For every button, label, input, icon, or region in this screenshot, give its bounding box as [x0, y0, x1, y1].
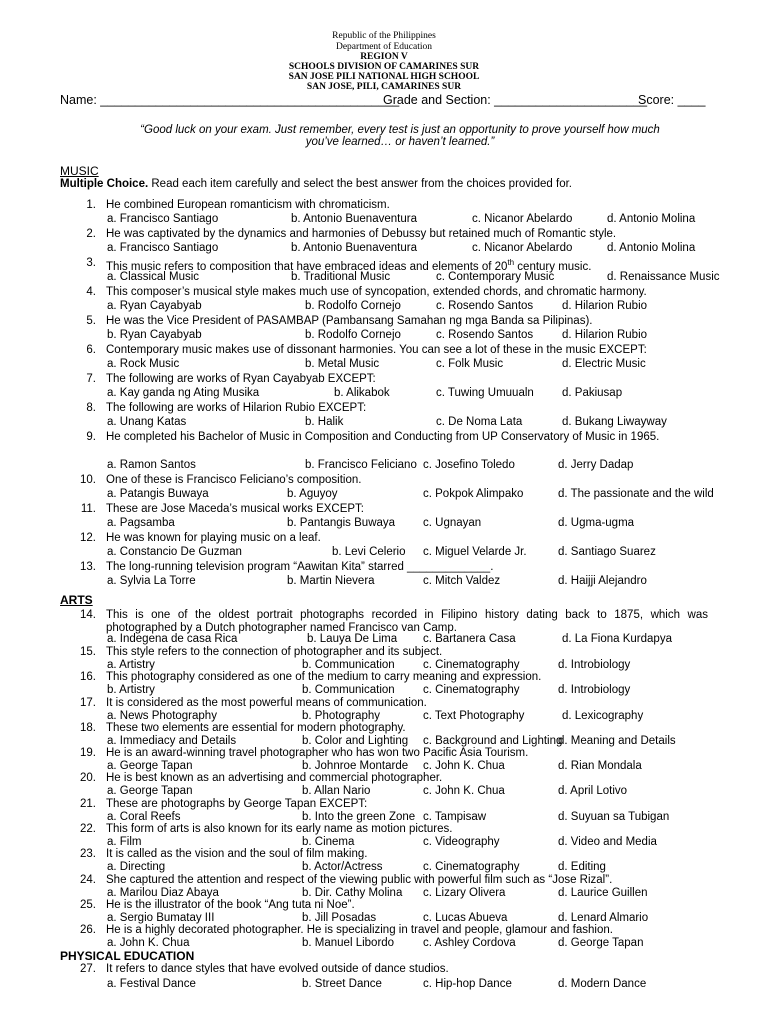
- question-text-main: He was known for playing music on a leaf.: [106, 532, 321, 544]
- question-number: 17.: [80, 697, 96, 709]
- option-b[interactable]: b. Street Dance: [302, 978, 382, 990]
- option-b[interactable]: b. Allan Nario: [302, 785, 371, 797]
- option-c[interactable]: c. Folk Music: [436, 358, 504, 370]
- option-b[interactable]: b. Francisco Feliciano: [305, 459, 417, 471]
- option-a[interactable]: a. Unang Katas: [107, 416, 187, 428]
- option-c[interactable]: c. Bartanera Casa: [423, 633, 516, 645]
- quote-line-2: you’ve learned… or haven’t learned.”: [305, 136, 495, 148]
- option-c[interactable]: c. Miguel Velarde Jr.: [423, 546, 527, 558]
- question-text: [106, 848, 708, 861]
- option-c[interactable]: c. Josefino Toledo: [423, 459, 515, 471]
- quote-line-1: “Good luck on your exam. Just remember, every test is just an opportunity to prove yourself how much: [140, 124, 660, 136]
- option-d[interactable]: d. George Tapan: [558, 937, 644, 949]
- question-text: [106, 431, 708, 444]
- question-number: 19.: [80, 747, 96, 759]
- option-d[interactable]: d. Introbiology: [558, 659, 631, 671]
- option-c[interactable]: c. Background and Lighting: [423, 735, 563, 747]
- question-text-main: This music refers to composition that have embraced ideas and elements of 20: [106, 260, 508, 273]
- option-d[interactable]: d. Rian Mondala: [558, 760, 642, 772]
- option-c[interactable]: c. Rosendo Santos: [436, 329, 534, 341]
- option-a[interactable]: a. Film: [107, 836, 142, 848]
- question-number: 22.: [80, 823, 96, 835]
- question-text-main: The following are works of Ryan Cayabyab EXCEPT:: [106, 373, 376, 385]
- option-a[interactable]: a. Constancio De Guzman: [107, 546, 242, 558]
- option-c[interactable]: c. Nicanor Abelardo: [472, 242, 573, 254]
- option-a[interactable]: a. Ramon Santos: [107, 459, 196, 471]
- option-b[interactable]: b. Antonio Buenaventura: [291, 242, 417, 254]
- option-d[interactable]: d. Pakiusap: [562, 387, 623, 399]
- option-d[interactable]: d. Antonio Molina: [607, 242, 696, 254]
- option-c[interactable]: c. Pokpok Alimpako: [423, 488, 524, 500]
- option-c[interactable]: c. Rosendo Santos: [436, 300, 534, 312]
- option-a[interactable]: a. Sylvia La Torre: [107, 575, 196, 587]
- option-c[interactable]: c. Lucas Abueva: [423, 912, 508, 924]
- option-c[interactable]: c. Mitch Valdez: [423, 575, 501, 587]
- option-c[interactable]: c. Cinematography: [423, 861, 520, 873]
- question-text: [106, 722, 708, 735]
- option-b[interactable]: b. Color and Lighting: [302, 735, 409, 747]
- question-text: [106, 199, 708, 212]
- question-text-main: He is a highly decorated photographer. He is specializing in travel and people, glamour and fashion.: [106, 924, 613, 936]
- question-number: 27.: [80, 963, 96, 975]
- header-school: SAN JOSE PILI NATIONAL HIGH SCHOOL: [288, 72, 480, 82]
- option-c[interactable]: c. Cinematography: [423, 659, 520, 671]
- option-b[interactable]: b. Rodolfo Cornejo: [305, 329, 401, 341]
- student-info-row: [60, 93, 710, 107]
- option-b[interactable]: b. Levi Celerio: [332, 546, 406, 558]
- grade-section-field[interactable]: Grade and Section: ______________________: [383, 93, 648, 107]
- option-d[interactable]: d. Meaning and Details: [558, 735, 676, 747]
- option-b[interactable]: b. Photography: [302, 710, 381, 722]
- question-text-main: It is called as the vision and the soul of film making.: [106, 848, 368, 860]
- question-text-main: These are photographs by George Tapan EXCEPT:: [106, 798, 368, 810]
- section-title-pe: PHYSICAL EDUCATION: [60, 949, 195, 963]
- question-number: 2.: [86, 228, 96, 240]
- question-text-main: These two elements are essential for modern photography.: [106, 722, 406, 734]
- option-c[interactable]: c. Ashley Cordova: [423, 937, 516, 949]
- option-a[interactable]: a. Ryan Cayabyab: [107, 300, 202, 312]
- option-c[interactable]: c. Tampisaw: [423, 811, 487, 823]
- question-number: 14.: [80, 609, 96, 621]
- question-text: [106, 823, 708, 836]
- question-text: [106, 924, 708, 937]
- option-c[interactable]: c. Hip-hop Dance: [423, 978, 512, 990]
- option-a[interactable]: a. News Photography: [107, 710, 217, 722]
- question-number: 1.: [86, 199, 96, 211]
- option-d[interactable]: d. Editing: [558, 861, 606, 873]
- question-text-main: He was captivated by the dynamics and harmonies of Debussy but retained much of Romantic style.: [106, 228, 617, 240]
- option-a[interactable]: a. Francisco Santiago: [107, 213, 219, 225]
- option-d[interactable]: d. Hilarion Rubio: [562, 329, 648, 341]
- option-a[interactable]: a. Rock Music: [107, 358, 180, 370]
- option-b[interactable]: b. Martin Nievera: [287, 575, 375, 587]
- question-text-superscript: th: [507, 258, 515, 267]
- option-b[interactable]: b. Antonio Buenaventura: [291, 213, 417, 225]
- option-b[interactable]: b. Metal Music: [305, 358, 380, 370]
- question-text: [106, 286, 708, 299]
- question-text-tail: century music.: [514, 260, 592, 273]
- question-text: [106, 373, 708, 386]
- question-text: [106, 899, 708, 912]
- question-text: [106, 963, 708, 976]
- question-number: 5.: [86, 315, 96, 327]
- question-number: 25.: [80, 899, 96, 911]
- question-text-main: One of these is Francisco Feliciano’s composition.: [106, 474, 362, 486]
- option-b[interactable]: b. Actor/Actress: [302, 861, 383, 873]
- option-b[interactable]: b. Communication: [302, 659, 395, 671]
- option-a[interactable]: a. Festival Dance: [107, 978, 196, 990]
- option-d[interactable]: d. Jerry Dadap: [558, 459, 634, 471]
- question-text: [106, 228, 708, 241]
- question-text-main: These are Jose Maceda’s musical works EXCEPT:: [106, 503, 364, 515]
- option-a[interactable]: a. George Tapan: [107, 760, 193, 772]
- option-b[interactable]: b. Aguyoy: [287, 488, 338, 500]
- question-text-main: He was the Vice President of PASAMBAP (Pambansang Samahan ng mga Banda sa Pilipinas).: [106, 315, 593, 327]
- question-text: [106, 609, 708, 634]
- question-text: [106, 747, 708, 760]
- question-text-main: It is considered as the most powerful means of communication.: [106, 697, 427, 709]
- option-a[interactable]: a. Sergio Bumatay III: [107, 912, 215, 924]
- option-b[interactable]: b. Into the green Zone: [302, 811, 416, 823]
- question-number: 20.: [80, 772, 96, 784]
- header-deped: Department of Education: [335, 42, 433, 52]
- option-c[interactable]: c. John K. Chua: [423, 785, 505, 797]
- option-c[interactable]: c. Text Photography: [423, 710, 525, 722]
- question-text-main: This composer’s musical style makes much use of syncopation, extended chords, and chromatic harmony.: [106, 286, 647, 298]
- instructions-text: Read each item carefully and select the best answer from the choices provided for.: [148, 178, 572, 190]
- option-b[interactable]: b. Johnroe Montarde: [302, 760, 409, 772]
- option-b[interactable]: b. Lauya De Lima: [307, 633, 398, 645]
- option-a[interactable]: a. Indegena de casa Rica: [107, 633, 238, 645]
- option-a[interactable]: a. George Tapan: [107, 785, 193, 797]
- option-d[interactable]: d. Modern Dance: [558, 978, 647, 990]
- question-number: 13.: [80, 561, 96, 573]
- option-c[interactable]: c. John K. Chua: [423, 760, 505, 772]
- instructions-label: Multiple Choice.: [60, 178, 149, 190]
- score-field[interactable]: Score: ____: [638, 93, 706, 107]
- question-text: [106, 798, 708, 811]
- question-text: [106, 697, 708, 710]
- question-number: 3.: [86, 257, 96, 269]
- question-text-main: The following are works of Hilarion Rubio EXCEPT:: [106, 402, 367, 414]
- question-text-main: This form of arts is also known for its early name as motion pictures.: [106, 823, 453, 835]
- option-d[interactable]: d. Hilarion Rubio: [562, 300, 648, 312]
- name-field[interactable]: Name: ___________________________________________: [60, 93, 400, 107]
- question-number: 16.: [80, 671, 96, 683]
- option-b[interactable]: b. Manuel Libordo: [302, 937, 395, 949]
- question-number: 6.: [86, 344, 96, 356]
- option-d[interactable]: d. Haijji Alejandro: [558, 575, 647, 587]
- question-number: 10.: [80, 474, 96, 486]
- option-a[interactable]: a. Directing: [107, 861, 166, 873]
- option-d[interactable]: d. April Lotivo: [558, 785, 628, 797]
- header-republic: Republic of the Philippines: [332, 31, 436, 41]
- option-c[interactable]: c. Nicanor Abelardo: [472, 213, 573, 225]
- question-text: [106, 561, 708, 574]
- question-text-main: It refers to dance styles that have evolved outside of dance studios.: [106, 963, 449, 975]
- question-text: [106, 874, 708, 887]
- option-d[interactable]: d. Antonio Molina: [607, 213, 696, 225]
- question-number: 11.: [80, 503, 96, 515]
- option-d[interactable]: d. Bukang Liwayway: [562, 416, 667, 428]
- question-number: 9.: [86, 431, 96, 443]
- option-a[interactable]: b. Ryan Cayabyab: [107, 329, 202, 341]
- question-text: [106, 474, 708, 487]
- option-b[interactable]: b. Traditional Music: [291, 271, 391, 283]
- option-a[interactable]: a. Artistry: [107, 659, 155, 671]
- question-text-main: He is an award-winning travel photographer who has won two Pacific Asia Tourism.: [106, 747, 529, 759]
- option-c[interactable]: c. Contemporary Music: [436, 271, 555, 283]
- option-c[interactable]: c. Videography: [423, 836, 500, 848]
- question-text: [106, 315, 708, 328]
- option-b[interactable]: b. Halik: [305, 416, 344, 428]
- option-d[interactable]: d. Suyuan sa Tubigan: [558, 811, 670, 823]
- question-text: [106, 532, 708, 545]
- option-d[interactable]: d. The passionate and the wild: [558, 488, 714, 500]
- question-number: 15.: [80, 646, 96, 658]
- option-d[interactable]: d. La Fiona Kurdapya: [562, 633, 672, 645]
- option-d[interactable]: d. Video and Media: [558, 836, 657, 848]
- question-text-main: She captured the attention and respect of the viewing public with powerful film such as “Jose Rizal”.: [106, 874, 613, 886]
- option-b[interactable]: b. Alikabok: [334, 387, 390, 399]
- option-c[interactable]: c. Cinematography: [423, 684, 520, 696]
- option-d[interactable]: d. Laurice Guillen: [558, 887, 648, 899]
- option-a[interactable]: a. Pagsamba: [107, 517, 175, 529]
- question-text: [106, 503, 708, 516]
- question-number: 21.: [80, 798, 96, 810]
- option-b[interactable]: b. Pantangis Buwaya: [287, 517, 396, 529]
- question-number: 26.: [80, 924, 96, 936]
- option-b[interactable]: b. Communication: [302, 684, 395, 696]
- question-text-main: This is one of the oldest portrait photographs recorded in Filipino history dating back to 1875, which was photographed by a Dutch photographer named Francisco van Camp.: [106, 609, 708, 634]
- question-text: [106, 772, 708, 785]
- option-d[interactable]: d. Renaissance Music: [607, 271, 720, 283]
- option-a[interactable]: a. Marilou Diaz Abaya: [107, 887, 219, 899]
- section-title-arts: ARTS: [60, 593, 93, 607]
- option-c[interactable]: c. Lizary Olivera: [423, 887, 506, 899]
- question-text: [106, 402, 708, 415]
- option-d[interactable]: d. Introbiology: [558, 684, 631, 696]
- question-text: [106, 671, 708, 684]
- question-text-main: This style refers to the connection of photographer and its subject.: [106, 646, 443, 658]
- option-b[interactable]: b. Rodolfo Cornejo: [305, 300, 401, 312]
- question-text-main: He is the illustrator of the book “Ang tuta ni Noe”.: [106, 899, 355, 911]
- option-d[interactable]: d. Lenard Almario: [558, 912, 649, 924]
- header-division: SCHOOLS DIVISION OF CAMARINES SUR: [288, 62, 480, 72]
- question-number: 18.: [80, 722, 96, 734]
- header-address: SAN JOSE, PILI, CAMARINES SUR: [306, 82, 462, 92]
- option-a[interactable]: a. Francisco Santiago: [107, 242, 219, 254]
- option-a[interactable]: a. Kay ganda ng Ating Musika: [107, 387, 260, 399]
- question-number: 7.: [86, 373, 96, 385]
- question-text-main: The long-running television program “Aawitan Kita” starred _____________.: [106, 561, 494, 573]
- section-title-music: MUSIC: [60, 164, 99, 178]
- option-a[interactable]: a. Coral Reefs: [107, 811, 181, 823]
- option-b[interactable]: b. Dir. Cathy Molina: [302, 887, 403, 899]
- option-c[interactable]: c. Tuwing Umuualn: [436, 387, 534, 399]
- option-b[interactable]: b. Jill Posadas: [302, 912, 377, 924]
- option-d[interactable]: d. Lexicography: [562, 710, 644, 722]
- question-number: 24.: [80, 874, 96, 886]
- question-text: [106, 646, 708, 659]
- question-number: 23.: [80, 848, 96, 860]
- option-d[interactable]: d. Electric Music: [562, 358, 646, 370]
- question-number: 12.: [80, 532, 96, 544]
- option-c[interactable]: c. De Noma Lata: [436, 416, 523, 428]
- option-b[interactable]: b. Cinema: [302, 836, 355, 848]
- question-text-main: He combined European romanticism with chromaticism.: [106, 199, 390, 211]
- question-text-main: This photography considered as one of the medium to carry meaning and expression.: [106, 671, 542, 683]
- question-text-main: He completed his Bachelor of Music in Composition and Conducting from UP Conservatory of Music in 1965.: [106, 431, 660, 443]
- header-region: REGION V: [360, 52, 408, 62]
- option-a[interactable]: a. Immediacy and Details: [107, 735, 237, 747]
- question-text: [106, 344, 708, 357]
- option-d[interactable]: d. Ugma-ugma: [558, 517, 635, 529]
- question-text-main: Contemporary music makes use of dissonant harmonies. You can see a lot of these in the music EXCEPT:: [106, 344, 647, 356]
- option-c[interactable]: c. Ugnayan: [423, 517, 482, 529]
- instructions: [60, 178, 572, 190]
- option-a[interactable]: a. Patangis Buwaya: [107, 488, 209, 500]
- question-number: 4.: [86, 286, 96, 298]
- question-text-main: He is best known as an advertising and commercial photographer.: [106, 772, 443, 784]
- option-a[interactable]: a. John K. Chua: [107, 937, 190, 949]
- question-number: 8.: [86, 402, 96, 414]
- option-a[interactable]: a. Classical Music: [107, 271, 200, 283]
- option-a[interactable]: b. Artistry: [107, 684, 155, 696]
- option-d[interactable]: d. Santiago Suarez: [558, 546, 656, 558]
